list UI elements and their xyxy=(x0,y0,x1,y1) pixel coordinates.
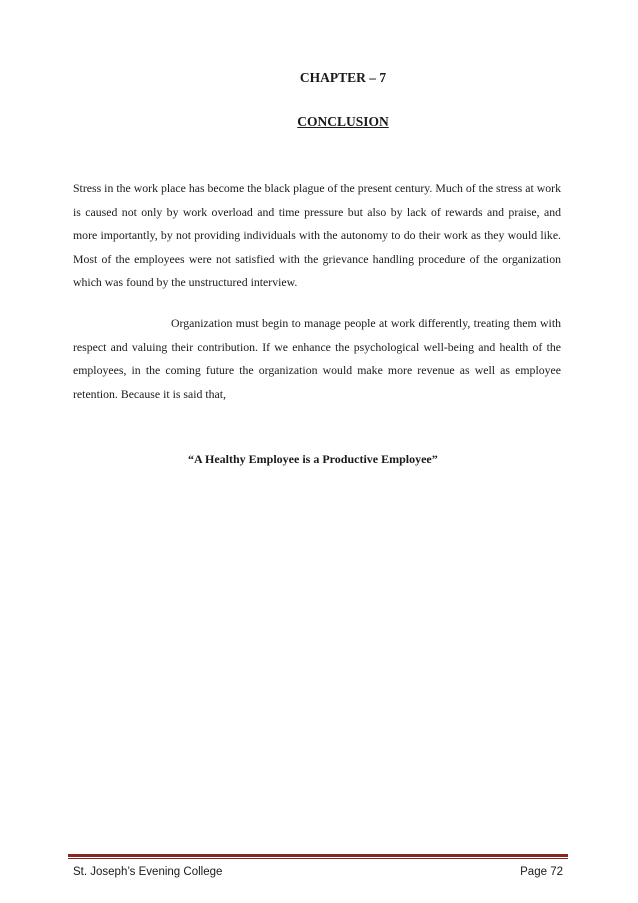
chapter-title: CONCLUSION xyxy=(297,114,389,129)
footer-rule-thin xyxy=(68,858,568,859)
chapter-number: CHAPTER – 7 xyxy=(299,70,387,85)
paragraph-1: Stress in the work place has become the black plague of the present century. Much of the stress at work is caused not only by work overload and time pressure but also by lack of rewards and praise, and more importantly, by not providing individuals with the autonomy to do their work as they would like. Most of the employees were not satisfied with the grievance handling procedure of the organization which was found by the unstructured interview. xyxy=(73,181,561,289)
paragraph-2: Organization must begin to manage people at work differently, treating them with respect and valuing their contribution. If we enhance the psychological well-being and health of the employees, in the coming future the organization would make more revenue as well as employee retention. Because it is said that, xyxy=(73,316,561,401)
footer-college-name: St. Joseph’s Evening College xyxy=(73,866,223,878)
footer-rule-thick xyxy=(68,854,568,857)
closing-quote: “A Healthy Employee is a Productive Employee” xyxy=(188,452,438,466)
footer-page-number: Page 72 xyxy=(520,866,563,878)
